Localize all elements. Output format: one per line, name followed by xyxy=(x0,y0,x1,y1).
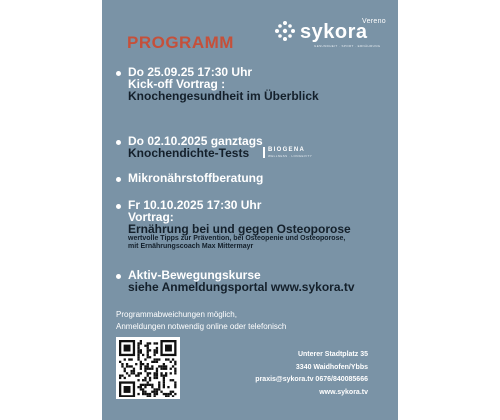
biogena-logo-mark xyxy=(263,147,265,158)
item-title: Aktiv-Bewegungskurse xyxy=(128,268,261,282)
item-topic: Ernährung bei und gegen Osteoporose xyxy=(128,222,351,236)
program-item-kickoff xyxy=(116,66,392,102)
item-title: Mikronährstoffberatung xyxy=(128,171,264,185)
biogena-tagline: WELLNESS · LONGEVITY xyxy=(268,154,313,158)
note-line: Anmeldungen notwendig online oder telefonisch xyxy=(116,322,287,331)
bullet-icon xyxy=(116,274,121,279)
event-flyer xyxy=(102,0,398,420)
address-city: 3340 Waidhofen/Ybbs xyxy=(295,363,368,371)
program-title: PROGRAMM xyxy=(127,33,234,52)
qr-code[interactable] xyxy=(116,337,180,399)
program-item-exercise xyxy=(116,269,392,293)
program-item-micronutrients xyxy=(116,172,392,184)
biogena-partner-logo xyxy=(262,146,312,160)
bullet-icon xyxy=(116,177,121,182)
item-topic: Knochendichte-Tests xyxy=(128,146,250,160)
bullet-icon xyxy=(116,204,121,209)
item-label: Kick-off Vortrag : xyxy=(128,77,226,91)
contact-block xyxy=(255,349,368,399)
item-date: Fr 10.10.2025 17:30 Uhr xyxy=(128,198,262,212)
program-item-nutrition-talk xyxy=(116,199,392,251)
item-label: Vortrag: xyxy=(128,210,174,224)
item-description: mit Ernährungscoach Max Mittermayr xyxy=(128,243,254,250)
brand-name: sykora xyxy=(300,21,368,43)
program-notes xyxy=(116,309,396,333)
brand-tagline: GESUNDHEIT · SPORT · ERNÄHRUNG xyxy=(314,44,381,48)
item-topic: Knochengesundheit im Überblick xyxy=(128,89,319,103)
website-link[interactable]: www.sykora.tv xyxy=(319,388,368,396)
address-street: Unterer Stadtplatz 35 xyxy=(297,351,368,358)
email-phone[interactable]: praxis@sykora.tv 0676/840085666 xyxy=(255,376,368,383)
note-line: Programmabweichungen möglich, xyxy=(116,310,237,319)
bullet-icon xyxy=(116,71,121,76)
item-date: Do 25.09.25 17:30 Uhr xyxy=(128,65,253,79)
sykora-brand xyxy=(268,18,388,48)
item-description: wertvolle Tipps zur Prävention, bei Osteopenie und Osteoporose, xyxy=(128,235,346,242)
sykora-logo-icon xyxy=(274,20,296,42)
program-item-density-tests xyxy=(116,135,392,159)
item-date: Do 02.10.2025 ganztags xyxy=(128,134,263,148)
item-topic: siehe Anmeldungsportal www.sykora.tv xyxy=(128,280,355,294)
brand-small-label: Vereno xyxy=(362,18,386,25)
qr-code-icon xyxy=(118,339,178,397)
bullet-icon xyxy=(116,140,121,145)
biogena-name: BIOGENA xyxy=(268,147,306,153)
